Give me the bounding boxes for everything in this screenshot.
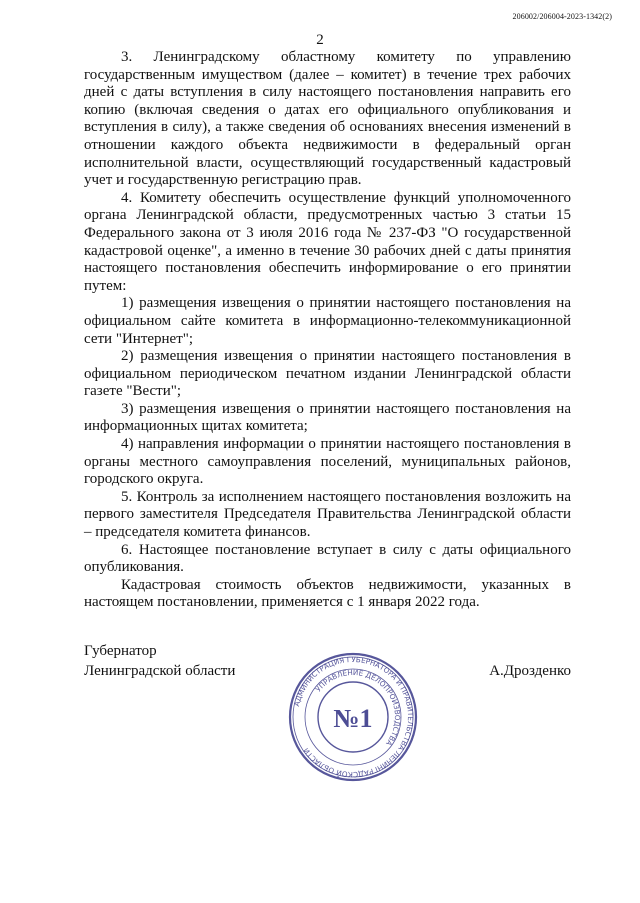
paragraph-5: 5. Контроль за исполнением настоящего постановления возложить на первого заместителя Председателя Правительства Ленинградской области – председателя комитета финансов. bbox=[84, 488, 571, 541]
seal-number: №1 bbox=[333, 704, 373, 733]
signatory-title-line1: Губернатор bbox=[84, 643, 157, 659]
signatory-title-line2: Ленинградской области bbox=[84, 663, 236, 679]
subitem-1: 1) размещения извещения о принятии настоящего постановления на официальном сайте комитета в информационно-телекоммуникационной сети "Интернет"; bbox=[84, 295, 571, 347]
document-id: 206002/206004-2023-1342(2) bbox=[512, 12, 612, 21]
subitem-2: 2) размещения извещения о принятии настоящего постановления в официальном периодическом печатном издании Ленинградской области газете "Вести"; bbox=[84, 348, 571, 400]
subitem-3: 3) размещения извещения о принятии настоящего постановления на информационных щитах комитета; bbox=[84, 400, 571, 435]
paragraph-6: 6. Настоящее постановление вступает в силу с даты официального опубликования. bbox=[84, 541, 571, 576]
signatory-name: А.Дрозденко bbox=[489, 663, 571, 679]
page-number: 2 bbox=[316, 32, 324, 48]
signatory-title bbox=[84, 641, 235, 681]
subitem-4: 4) направления информации о принятии настоящего постановления в органы местного самоуправления поселений, муниципальных районов, городского округа. bbox=[84, 436, 571, 488]
paragraph-3: 3. Ленинградскому областному комитету по управлению государственным имуществом (далее – комитет) в течение трех рабочих дней с даты вступления в силу настоящего постановления направить его копию (включая сведения о датах его официального опубликования и вступления в силу), а также сведения об основаниях внесения изменений в отношении каждого объекта недвижимости в федеральный орган исполнительной власти, осуществляющий государственный кадастровый учет и государственную регистрацию прав. bbox=[84, 49, 571, 189]
document-body bbox=[84, 49, 571, 612]
seal-inner-text: УПРАВЛЕНИЕ ДЕЛОПРОИЗВОДСТВА bbox=[313, 667, 403, 748]
seal-outer-text: АДМИНИСТРАЦИЯ ГУБЕРНАТОРА И ПРАВИТЕЛЬСТВА ЛЕНИНГРАДСКОЙ ОБЛАСТИ bbox=[292, 654, 416, 780]
paragraph-4: 4. Комитету обеспечить осуществление функций уполномоченного органа Ленинградской области, предусмотренных частью 3 статьи 15 Федерального закона от 3 июля 2016 года № 237-ФЗ "О государственной кадастровой оценке", а именно в течение 30 рабочих дней с даты принятия настоящего постановления обеспечить информирование о его принятии путем: bbox=[84, 189, 571, 294]
official-seal-stamp bbox=[288, 652, 418, 782]
paragraph-cadastral: Кадастровая стоимость объектов недвижимости, указанных в настоящем постановлении, применяется с 1 января 2022 года. bbox=[84, 576, 571, 611]
